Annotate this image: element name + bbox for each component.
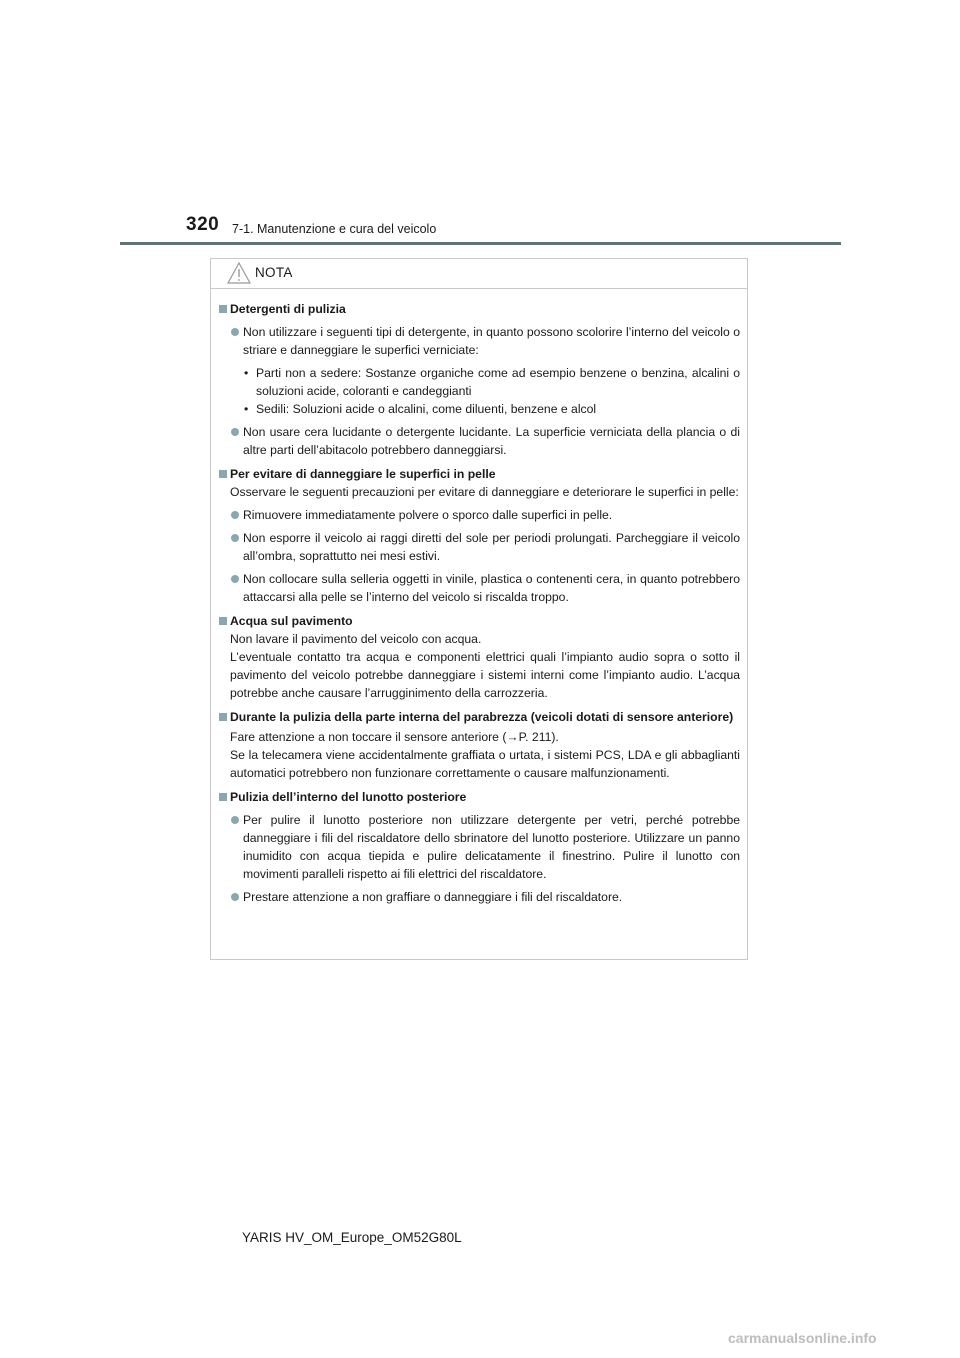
bullet-item: Non utilizzare i seguenti tipi di detergente, in quanto possono scolorire l’interno del veicolo o striare e danneggiare le superfici verniciate: <box>218 323 740 359</box>
page-number: 320 <box>186 214 220 235</box>
paragraph: L’eventuale contatto tra acqua e componenti elettrici quali l’impianto audio sopra o sotto il pavimento del veicolo potrebbe danneggiare i sistemi interni come l’impianto audio. L’acqua potrebbe anche causare l’arrugginimento della carrozzeria. <box>230 650 740 700</box>
bullet-item: Non esporre il veicolo ai raggi diretti del sole per periodi prolungati. Parcheggiare il veicolo all’ombra, soprattutto nei mesi estivi. <box>218 529 740 565</box>
topic-heading: Acqua sul pavimento <box>218 612 740 630</box>
topic-rear-window <box>218 788 740 906</box>
nota-header <box>211 259 747 289</box>
topic-heading: Per evitare di danneggiare le superfici in pelle <box>218 465 740 483</box>
bullet-item: Prestare attenzione a non graffiare o danneggiare i fili del riscaldatore. <box>218 888 740 906</box>
topic-water-floor <box>218 612 740 702</box>
header-rule <box>120 242 841 245</box>
topic-heading: Pulizia dell’interno del lunotto posteriore <box>218 788 740 806</box>
paragraph: Non lavare il pavimento del veicolo con acqua. <box>230 632 482 646</box>
bullet-item: Per pulire il lunotto posteriore non utilizzare detergente per vetri, perché potrebbe danneggiare i fili del riscaldatore dello sbrinatore del lunotto posteriore. Utilizzare un panno inumidito con acqua tiepida e pulire delicatamente il finestrino. Pulire il lunotto con movimenti paralleli rispetto ai fili elettrici del riscaldatore. <box>218 811 740 883</box>
paragraph: Se la telecamera viene accidentalmente graffiata o urtata, i sistemi PCS, LDA e gli abbaglianti automatici potrebbero non funzionare correttamente o causare malfunzionamenti. <box>230 748 740 780</box>
bullet-item: Rimuovere immediatamente polvere o sporco dalle superfici in pelle. <box>218 506 740 524</box>
paragraph: Fare attenzione a non toccare il sensore anteriore (→P. 211). <box>230 730 559 744</box>
nota-box <box>210 258 748 960</box>
bullet-item: Non collocare sulla selleria oggetti in vinile, plastica o contenenti cera, in quanto potrebbero attaccarsi alla pelle se l’interno del veicolo si riscalda troppo. <box>218 570 740 606</box>
watermark: carmanualsonline.info <box>728 1330 877 1346</box>
document-code: YARIS HV_OM_Europe_OM52G80L <box>242 1230 462 1245</box>
topic-windshield-sensor <box>218 708 740 782</box>
topic-cleaning-agents <box>218 300 740 459</box>
section-title: 7-1. Manutenzione e cura del veicolo <box>232 222 437 236</box>
sub-item: • Sedili: Soluzioni acide o alcalini, come diluenti, benzene e alcol <box>218 400 740 418</box>
sub-item: • Parti non a sedere: Sostanze organiche come ad esempio benzene o benzina, alcalini o soluzioni acide, coloranti e candeggianti <box>218 364 740 400</box>
nota-body <box>211 289 747 906</box>
nota-label: NOTA <box>255 265 293 280</box>
topic-heading: Durante la pulizia della parte interna del parabrezza (veicoli dotati di sensore anteriore) <box>218 708 740 726</box>
topic-heading: Detergenti di pulizia <box>218 300 740 318</box>
topic-leather-surfaces <box>218 465 740 606</box>
bullet-item: Non usare cera lucidante o detergente lucidante. La superficie verniciata della plancia o di altre parti dell’abitacolo potrebbero danneggiarsi. <box>218 423 740 459</box>
paragraph: Osservare le seguenti precauzioni per evitare di danneggiare e deteriorare le superfici in pelle: <box>230 485 739 499</box>
warning-triangle-icon <box>227 262 251 284</box>
